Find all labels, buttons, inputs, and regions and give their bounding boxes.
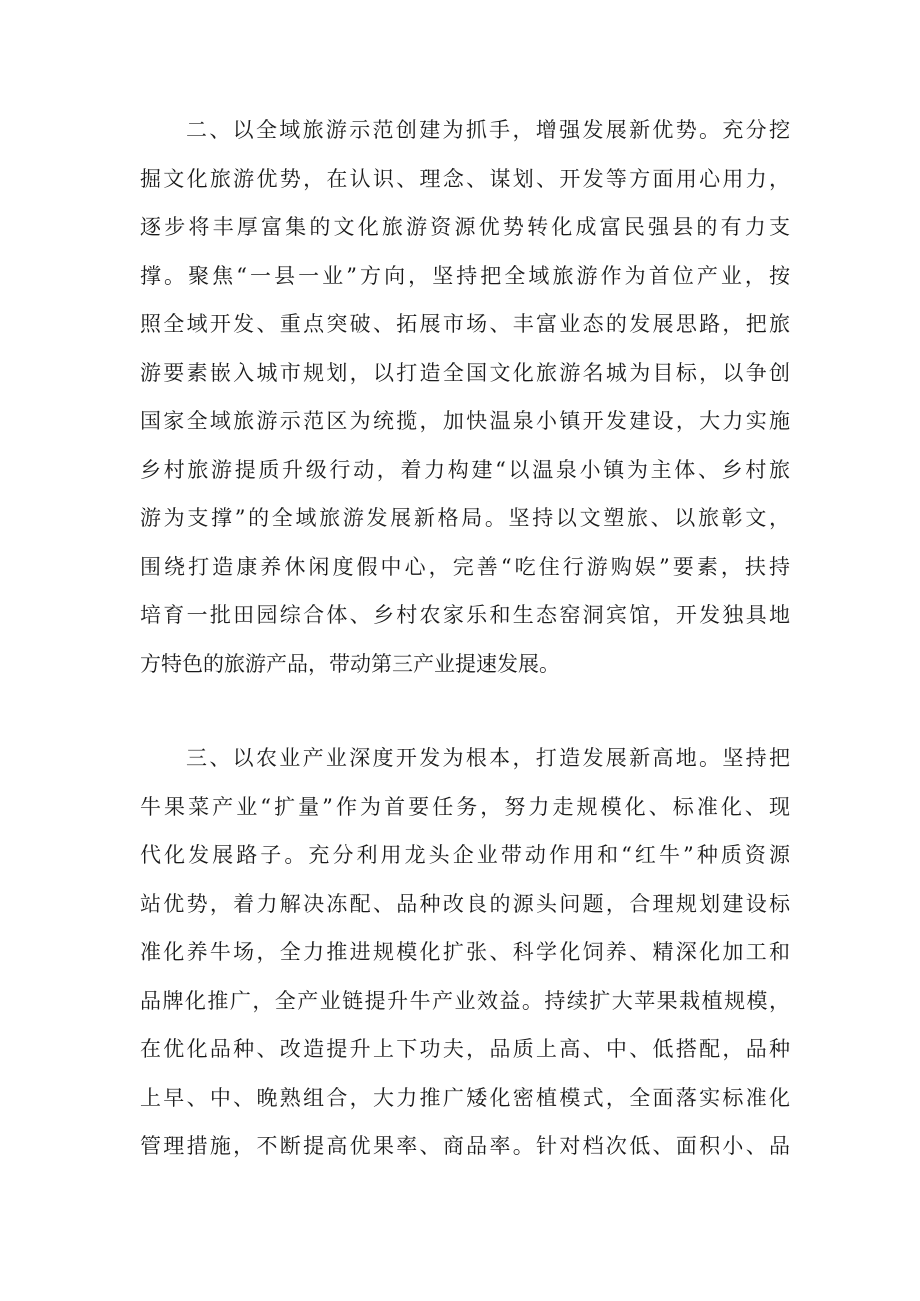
paragraph-line: 代化发展路子。充分利用龙头企业带动作用和“红牛”种质资源 [140,843,790,867]
paragraph-line: 牛果菜产业“扩量”作为首要任务，努力走规模化、标准化、现 [140,794,790,819]
paragraph-line: 二、以全域旅游示范创建为抓手，增强发展新优势。充分挖 [186,118,790,142]
paragraph-line: 三、以农业产业深度开发为根本，打造发展新高地。坚持把 [186,746,790,770]
paragraph-line: 围绕打造康养休闲度假中心，完善“吃住行游购娱”要素，扶持 [140,554,790,579]
paragraph-line: 游为支撑”的全域旅游发展新格局。坚持以文塑旅、以旅彰文， [140,506,790,530]
paragraph-line: 逐步将丰厚富集的文化旅游资源优势转化成富民强县的有力支 [140,215,790,239]
paragraph-line: 照全域开发、重点突破、拓展市场、丰富业态的发展思路，把旅 [140,312,790,336]
paragraph-tourism [140,106,790,688]
paragraph-line: 方特色的旅游产品，带动第三产业提速发展。 [140,651,560,676]
paragraph-line: 撑。聚焦“一县一业”方向，坚持把全域旅游作为首位产业，按 [140,263,790,288]
paragraph-line: 培育一批田园综合体、乡村农家乐和生态窑洞宾馆，开发独具地 [140,603,790,627]
paragraph-agriculture [140,734,790,1171]
paragraph-line: 游要素嵌入城市规划，以打造全国文化旅游名城为目标，以争创 [140,360,790,385]
paragraph-line: 掘文化旅游优势，在认识、理念、谋划、开发等方面用心用力， [140,166,790,191]
paragraph-line: 准化养牛场，全力推进规模化扩张、科学化饲养、精深化加工和 [140,940,790,964]
paragraph-line: 管理措施，不断提高优果率、商品率。针对档次低、面积小、品 [140,1134,790,1158]
paragraph-line: 乡村旅游提质升级行动，着力构建“以温泉小镇为主体、乡村旅 [140,457,790,482]
paragraph-line: 国家全域旅游示范区为统揽，加快温泉小镇开发建设，大力实施 [140,409,790,433]
paragraph-line: 在优化品种、改造提升上下功夫，品质上高、中、低搭配，品种 [140,1037,790,1061]
paragraph-line: 品牌化推广，全产业链提升牛产业效益。持续扩大苹果栽植规模， [140,988,790,1013]
paragraph-line: 上早、中、晚熟组合，大力推广矮化密植模式，全面落实标准化 [140,1085,790,1110]
paragraph-line: 站优势，着力解决冻配、品种改良的源头问题，合理规划建设标 [140,891,790,916]
